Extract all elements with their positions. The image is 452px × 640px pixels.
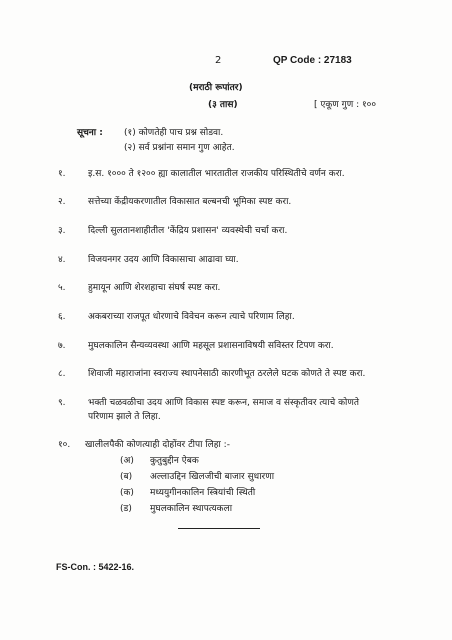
question-text: विजयनगर उदय आणि विकासाचा आढावा घ्या.: [88, 255, 239, 265]
question-text: भक्ती चळवळीचा उदय आणि विकास स्पष्ट करून, समाज व संस्कृतीवर त्याचे कोणते: [88, 398, 359, 408]
question-number: ३.: [58, 226, 66, 236]
option-text: मुघलकालिन स्थापत्यकला: [150, 504, 233, 514]
option-label: (ब): [120, 472, 133, 482]
qp-code: QP Code : 27183: [273, 55, 352, 66]
footer-code: FS-Con. : 5422-16.: [56, 562, 135, 572]
instruction-item: (२) सर्व प्रश्नांना समान गुण आहेत.: [124, 143, 235, 153]
question-number: ९.: [58, 398, 66, 408]
question-text-continued: परिणाम झाले ते लिहा.: [88, 412, 161, 422]
subheading: (मराठी रूपांतर): [189, 83, 243, 93]
question-text: शिवाजी महाराजांना स्वराज्य स्थापनेसाठी कारणीभूत ठरलेले घटक कोणते ते स्पष्ट करा.: [88, 369, 366, 379]
question-number: ८.: [58, 369, 66, 379]
question-text: खालीलपैकी कोणत्याही दोहोंवर टीपा लिहा :-: [85, 440, 230, 450]
instructions-label: सूचना :: [77, 128, 103, 138]
question-number: १०.: [58, 440, 71, 450]
question-number: १.: [58, 169, 66, 179]
question-number: ५.: [58, 283, 66, 293]
option-text: कुतुबुद्दीन ऐबक: [150, 456, 199, 466]
end-divider: [178, 528, 260, 529]
question-text: अकबराच्या राजपूत धोरणाचे विवेचन करून त्याचे परिणाम लिहा.: [88, 312, 295, 322]
option-label: (क): [120, 488, 134, 498]
option-text: मध्ययुगीनकालिन स्त्रियांची स्थिती: [150, 488, 256, 498]
page-number: 2: [215, 55, 222, 66]
question-number: २.: [58, 197, 66, 207]
option-label: (अ): [120, 456, 134, 466]
instruction-item: (१) कोणतेही पाच प्रश्न सोडवा.: [124, 128, 224, 138]
question-number: ४.: [58, 255, 66, 265]
question-text: मुघलकालिन सैन्यव्यवस्था आणि महसूल प्रशासनाविषयी सविस्तर टिपण करा.: [88, 341, 334, 351]
question-text: हुमायून आणि शेरशहाचा संघर्ष स्पष्ट करा.: [88, 283, 221, 293]
question-number: ७.: [58, 341, 66, 351]
question-text: इ.स. १००० ते १२०० ह्या कालातील भारतातील राजकीय परिस्थितीचे वर्णन करा.: [88, 169, 345, 179]
option-label: (ड): [120, 504, 132, 514]
duration: (३ तास): [208, 100, 238, 110]
question-text: सत्तेच्या केंद्रीयकरणातील विकासात बल्बनची भूमिका स्पष्ट करा.: [88, 197, 292, 207]
question-text: दिल्ली सुलतानशाहीतील 'केंद्रिय प्रशासन' व्यवस्थेची चर्चा करा.: [88, 226, 288, 236]
option-text: अल्लाउद्दिन खिलजीची बाजार सुधारणा: [150, 472, 275, 482]
question-number: ६.: [58, 312, 66, 322]
total-marks: [ एकूण गुण : १००: [314, 100, 376, 110]
